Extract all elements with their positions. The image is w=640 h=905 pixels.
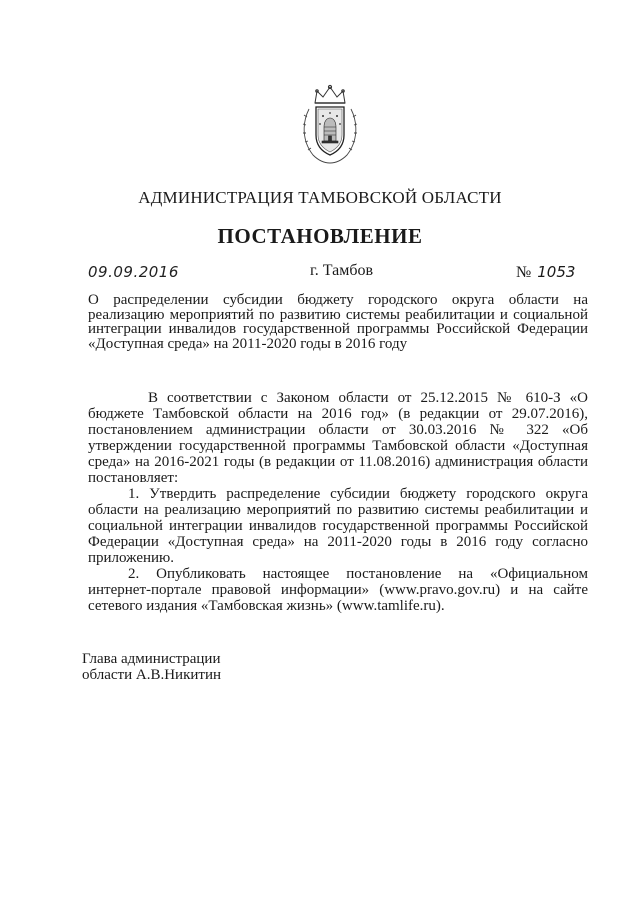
tambov-coat-of-arms-icon: [299, 83, 361, 165]
document-date: 09.09.2016: [88, 263, 179, 281]
signature-block: [82, 651, 221, 683]
document-number: [516, 263, 575, 282]
number-sign: №: [516, 264, 532, 281]
signature-title: Глава администрации: [82, 651, 221, 667]
document-body: [88, 390, 588, 614]
document-type-heading: ПОСТАНОВЛЕНИЕ: [217, 224, 423, 248]
number-value: 1053: [537, 263, 576, 281]
body-item-1: 1. Утвердить распределение субсидии бюджету городского округа области на реализацию мероприятий по развитию системы реабилитации и социальной интеграции инвалидов государственной программы Российской Федерации «Доступная среда» на 2011-2020 годы в 2016 году согласно приложению.: [88, 486, 588, 566]
signature-name: области А.В.Никитин: [82, 667, 222, 683]
organization-title: АДМИНИСТРАЦИЯ ТАМБОВСКОЙ ОБЛАСТИ: [138, 188, 502, 207]
document-city: г. Тамбов: [310, 262, 374, 279]
document-subject: О распределении субсидии бюджету городского округа области на реализацию мероприятий по развитию системы реабилитации и социальной интеграции инвалидов государственной программы Российской Федерации «Доступная среда» на 2011-2020 годы в 2016 году: [88, 292, 588, 352]
body-item-2: 2. Опубликовать настоящее постановление на «Официальном интернет-портале правовой информации» (www.pravo.gov.ru) и на сайте сетевого издания «Тамбовская жизнь» (www.tamlife.ru).: [88, 566, 588, 614]
body-preamble: В соответствии с Законом области от 25.12.2015 № 610-З «О бюджете Тамбовской области на 2016 год» (в редакции от 29.07.2016), постановлением администрации области от 30.03.2016 № 322 «Об утверждении государственной программы Тамбовской области «Доступная среда» на 2016-2021 годы (в редакции от 11.08.2016) администрация области постановляет:: [88, 390, 588, 486]
